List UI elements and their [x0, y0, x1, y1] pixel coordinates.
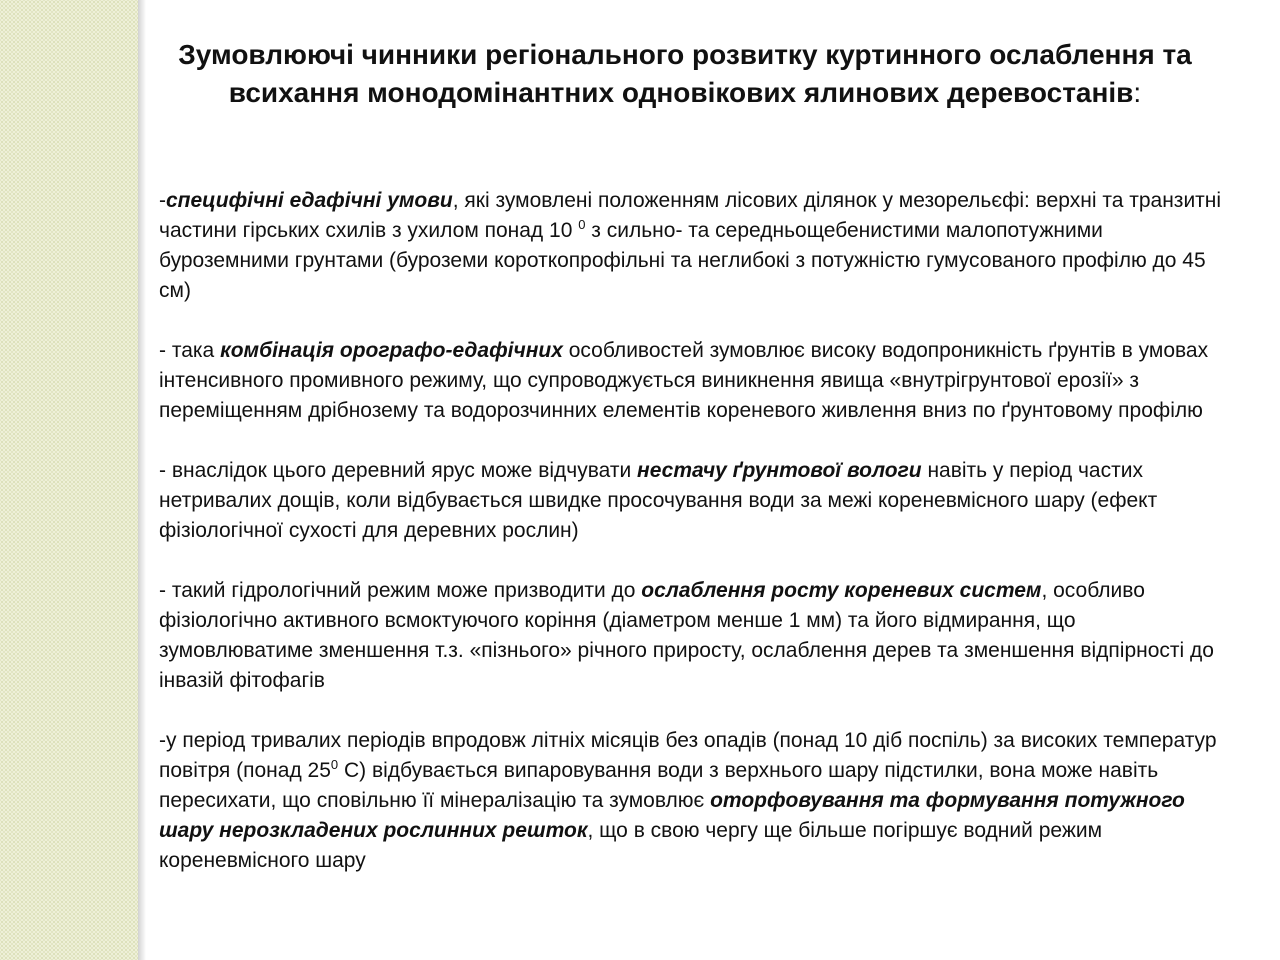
p3-text-start: - внаслідок цього деревний ярус може відчувати: [159, 459, 638, 482]
slide-title: [160, 36, 1210, 112]
p1-dash: -: [159, 189, 166, 212]
p1-emphasis: специфічні едафічні умови: [166, 189, 453, 212]
p1-text: , які зумовлені положенням лісових ділянок у мезорельєфі: верхні та транзитні частини гірських схилів з ухилом понад 10: [159, 189, 1222, 242]
paragraph-drought-periods: [159, 726, 1224, 876]
slide-body: [159, 186, 1224, 876]
paragraph-edaphic-conditions: [159, 186, 1224, 306]
p5-degree-superscript: 0: [330, 757, 339, 772]
p5-text-middle: С) відбувається випаровування води з верхнього шару підстилки, вона може навіть пересихати, що сповільню її мінералізацію та зумовлює: [159, 759, 1159, 812]
p4-text-start: - такий гідрологічний режим може призводити до: [159, 579, 642, 602]
title-colon: :: [1133, 77, 1142, 108]
paragraph-moisture-deficit: [159, 456, 1224, 546]
p1-text-end: з сильно- та середньощебенистими малопотужними буроземними грунтами (буроземи короткопрофільні та неглибокі з потужністю гумусованого профілю до 45 см): [159, 219, 1206, 302]
p2-text-start: - така: [159, 339, 221, 362]
p3-emphasis: нестачу ґрунтової вологи: [637, 459, 922, 482]
p2-text-end: особливостей зумовлює високу водопроникність ґрунтів в умовах інтенсивного промивного режиму, що супроводжується виникнення явища «внутрігрунтової ерозії» з переміщенням дрібнозему та водорозчинних елементів кореневого живлення вниз по ґрунтовому профілю: [159, 339, 1209, 422]
p4-emphasis: ослаблення росту кореневих систем: [641, 579, 1042, 602]
p4-text-end: , особливо фізіологічно активного всмоктуючого коріння (діаметром менше 1 мм) та його відмирання, що зумовлюватиме зменшення т.з. «пізнього» річного приросту, ослаблення дерев та зменшення відпірності до інвазій фітофагів: [159, 579, 1214, 692]
title-text: Зумовлюючі чинники регіонального розвитку куртинного ослаблення та всихання монодомінантних одновікових ялинових деревостанів: [178, 39, 1192, 108]
p5-text-end: , що в свою чергу ще більше погіршує водний режим кореневмісного шару: [159, 819, 1103, 872]
side-band-shadow: [138, 0, 146, 960]
p1-degree-superscript: 0: [578, 217, 586, 232]
p3-text-end: навіть у період частих нетривалих дощів, коли відбувається швидке просочування води за межі кореневмісного шару (ефект фізіологічної сухості для деревних рослин): [159, 459, 1158, 542]
p2-emphasis: комбінація орографо-едафічних: [220, 339, 563, 362]
p5-text-start: -у період тривалих періодів впродовж літніх місяців без опадів (понад 10 діб поспіль) за високих температур повітря (понад 25: [159, 729, 1217, 782]
p5-emphasis: оторфовування та формування потужного шару нерозкладених рослинних решток: [159, 789, 1185, 842]
decorative-side-band: [0, 0, 138, 960]
paragraph-orographic-combination: [159, 336, 1224, 426]
paragraph-root-weakening: [159, 576, 1224, 696]
